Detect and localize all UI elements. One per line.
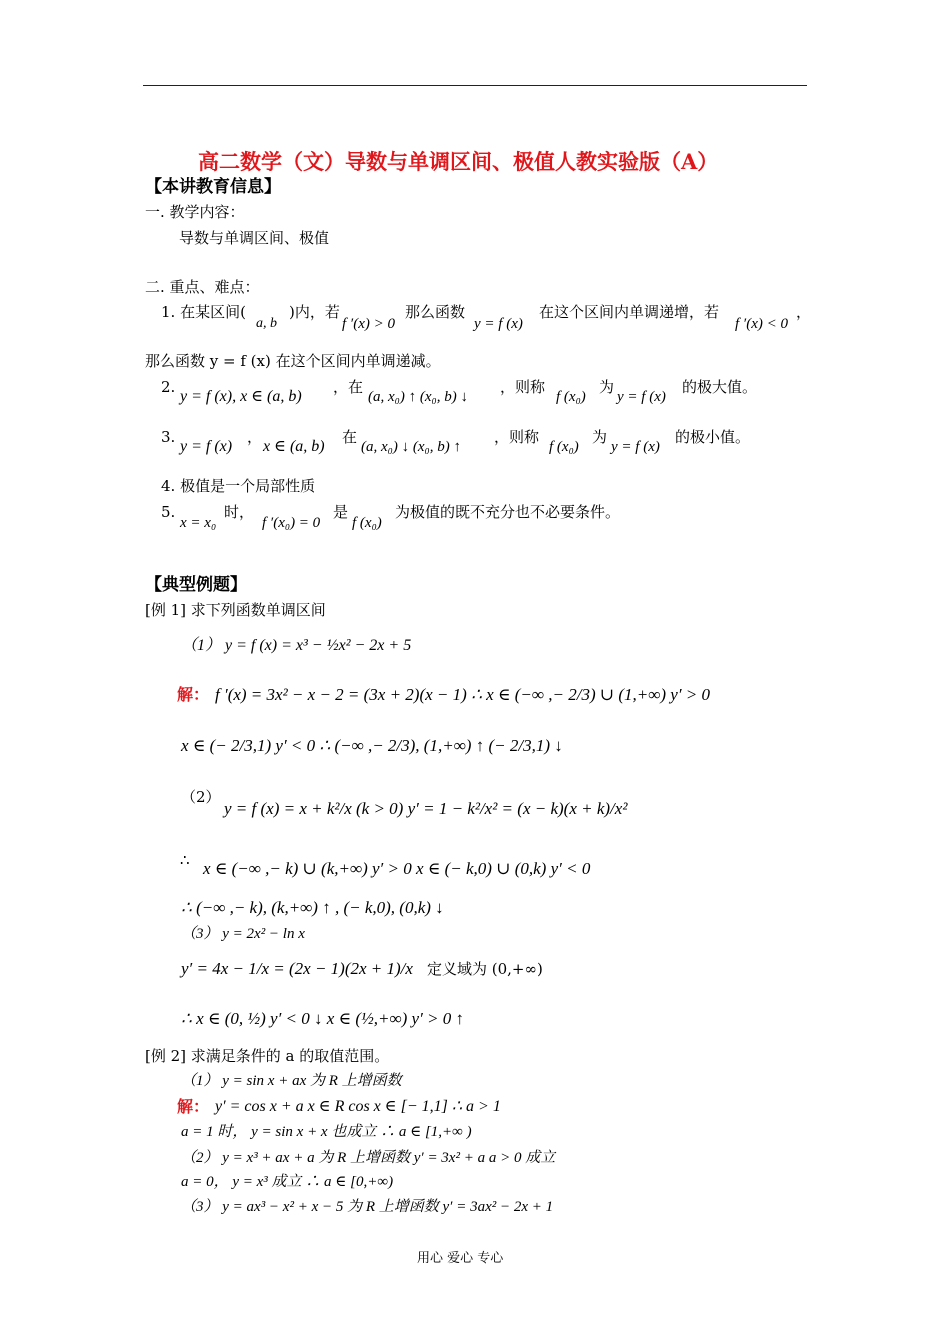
example-1-3-domain: 定义域为 (0,+∞): [427, 960, 543, 978]
point-1-text-e: 那么函数: [405, 303, 466, 321]
example-2-2-problem: （2） y = x³ + ax + a 为 R 上增函数 y′ = 3x² + a a > 0 成立: [181, 1150, 556, 1166]
example-2-1-solution-2: a = 1 时， y = sin x + x 也成立 ∴ a ∈ [1,+∞ ): [181, 1124, 472, 1140]
point-1-text-a: 1. 在某区间(: [161, 303, 246, 321]
page-title: 高二数学（文）导数与单调区间、极值人教实验版（A）: [198, 149, 719, 174]
header-rule: [143, 85, 807, 86]
point-1-text-c: )内，若: [289, 303, 340, 321]
example-1-2-solution-2: ∴ (−∞ ,− k), (k,+∞) ↑ , (− k,0), (0,k) ↓: [181, 898, 444, 917]
point-2-text-h: 的极大值。: [682, 378, 758, 396]
point-5-number: 5.: [161, 503, 176, 521]
point-3-function-2: y = f (x): [611, 439, 660, 455]
point-1-text-g: 在这个区间内单调递增，若: [539, 303, 720, 321]
section-2-heading: 二. 重点、难点：: [145, 278, 260, 296]
point-2-function-2: y = f (x): [617, 389, 666, 405]
example-1-2-label: （2）: [181, 788, 221, 806]
example-1-2-problem: y = f (x) = x + k²/x (k > 0) y′ = 1 − k²/x² = (x − k)(x + k)/x²: [224, 799, 628, 818]
point-3-domain: x ∈ (a, b): [263, 438, 325, 455]
section-heading-examples: 【典型例题】: [145, 575, 247, 595]
point-3-text-f: ，则称: [494, 428, 540, 446]
example-2-3-problem: （3） y = ax³ − x² + x − 5 为 R 上增函数 y′ = 3ax² − 2x + 1: [181, 1199, 554, 1215]
point-1-function: y = f (x): [474, 316, 523, 332]
point-3-text-j: 的极小值。: [675, 428, 751, 446]
point-3-text-d: 在: [342, 428, 358, 446]
point-1-condition: f ′(x) > 0: [342, 316, 395, 332]
example-1-heading: [例 1] 求下列函数单调区间: [145, 601, 326, 619]
example-1-3-problem: （3） y = 2x² − ln x: [181, 926, 305, 942]
point-1-interval: a, b: [256, 316, 277, 331]
point-3-text-b: ，: [247, 428, 263, 446]
point-2-text-f: 为: [599, 378, 615, 396]
example-1-3-solution-2: ∴ x ∈ (0, ½) y′ < 0 ↓ x ∈ (½,+∞) y′ > 0 ↑: [181, 1009, 465, 1028]
section-heading-info: 【本讲教育信息】: [145, 177, 281, 197]
example-2-heading: [例 2] 求满足条件的 a 的取值范围。: [145, 1047, 390, 1065]
point-2-function: y = f (x), x ∈ (a, b): [180, 388, 302, 405]
point-3-value: f (x₀): [549, 439, 579, 455]
point-3-intervals: (a, x₀) ↓ (x₀, b) ↑: [361, 439, 461, 455]
therefore-symbol: ∴: [180, 851, 190, 869]
solution-label-1: 解：: [177, 685, 210, 704]
point-3-text-h: 为: [592, 428, 608, 446]
section-1-content: 导数与单调区间、极值: [179, 229, 330, 247]
point-2-number: 2.: [161, 378, 176, 396]
example-1-1-solution-2: x ∈ (− 2/3,1) y′ < 0 ∴ (−∞ ,− 2/3), (1,+∞) ↑ (− 2/3,1) ↓: [181, 736, 563, 755]
example-1-3-solution-1: y′ = 4x − 1/x = (2x − 1)(2x + 1)/x: [181, 959, 413, 978]
point-1-line-2: 那么函数 y = f (x) 在这个区间内单调递减。: [145, 352, 441, 370]
point-5-text-d: 是: [333, 503, 349, 521]
point-5-condition: x = x₀: [180, 515, 217, 531]
point-4: 4. 极值是一个局部性质: [161, 477, 316, 495]
point-1-text-i: ，: [796, 303, 812, 321]
section-1-heading: 一. 教学内容：: [145, 203, 245, 221]
point-2-text-b: ，在: [333, 378, 364, 396]
example-2-2-solution: a = 0， y = x³ 成立 ∴ a ∈ [0,+∞): [181, 1174, 394, 1190]
point-5-value: f (x₀): [352, 515, 382, 531]
point-2-intervals: (a, x₀) ↑ (x₀, b) ↓: [368, 389, 468, 405]
solution-label-2: 解：: [177, 1097, 210, 1116]
page-footer: 用心 爱心 专心: [417, 1251, 504, 1266]
point-2-text-d: ，则称: [500, 378, 546, 396]
example-1-1-problem: （1） y = f (x) = x³ − ½x² − 2x + 5: [181, 637, 412, 654]
example-2-1-problem: （1） y = sin x + ax 为 R 上增函数: [181, 1073, 402, 1089]
point-3-number: 3.: [161, 428, 176, 446]
point-5-derivative: f ′(x₀) = 0: [262, 515, 321, 531]
example-2-1-solution-1: y′ = cos x + a x ∈ R cos x ∈ [− 1,1] ∴ a > 1: [215, 1098, 501, 1115]
point-2-value: f (x₀): [556, 389, 586, 405]
example-1-1-solution-1: f ′(x) = 3x² − x − 2 = (3x + 2)(x − 1) ∴ x ∈ (−∞ ,− 2/3) ∪ (1,+∞) y′ > 0: [215, 685, 711, 704]
example-1-2-solution-1: x ∈ (−∞ ,− k) ∪ (k,+∞) y′ > 0 x ∈ (− k,0) ∪ (0,k) y′ < 0: [203, 859, 591, 878]
point-3-function: y = f (x): [180, 438, 233, 455]
point-5-text-f: 为极值的既不充分也不必要条件。: [395, 503, 621, 521]
point-5-text-b: 时，: [224, 503, 255, 521]
point-1-condition-2: f ′(x) < 0: [735, 316, 788, 332]
